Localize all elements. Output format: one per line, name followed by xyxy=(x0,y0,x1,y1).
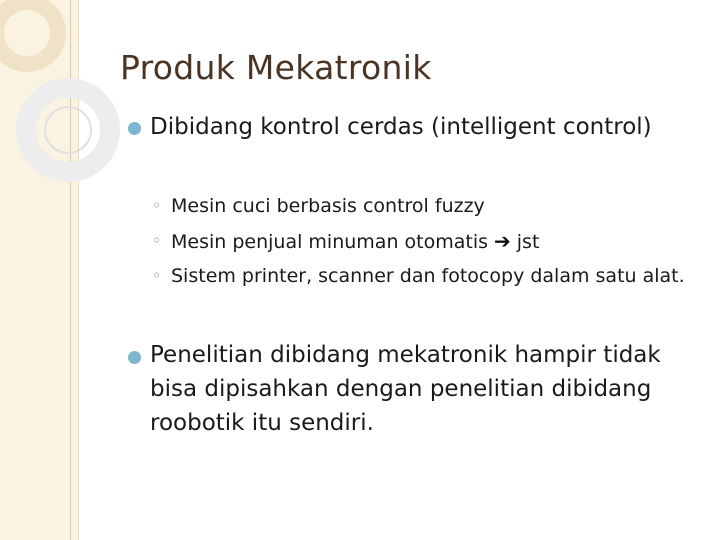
sub-item-3: Sistem printer, scanner dan fotocopy dalam satu alat. xyxy=(171,265,685,287)
sub-bullet-ring-icon: ◦ xyxy=(152,266,162,285)
slide-title: Produk Mekatronik xyxy=(120,48,432,87)
sub-bullet-ring-icon: ◦ xyxy=(152,196,162,215)
bullet-dot-icon xyxy=(128,351,141,364)
sub-item-2 xyxy=(171,225,691,259)
sub-item-2-suffix: jst xyxy=(516,231,540,253)
decorative-ring-inner xyxy=(44,106,92,154)
bullet-text-1: Dibidang kontrol cerdas (intelligent control) xyxy=(150,114,652,140)
sub-item-2-text: Mesin penjual minuman otomatis xyxy=(171,231,488,253)
bullet-text-2: Penelitian dibidang mekatronik hampir tidak bisa dipisahkan dengan penelitian dibidang roobotik itu sendiri. xyxy=(150,342,661,436)
sub-item-1: Mesin cuci berbasis control fuzzy xyxy=(171,195,485,217)
right-arrow-icon: ➔ xyxy=(494,229,511,253)
bullet-dot-icon xyxy=(128,122,141,135)
sub-bullet-ring-icon: ◦ xyxy=(152,231,162,250)
